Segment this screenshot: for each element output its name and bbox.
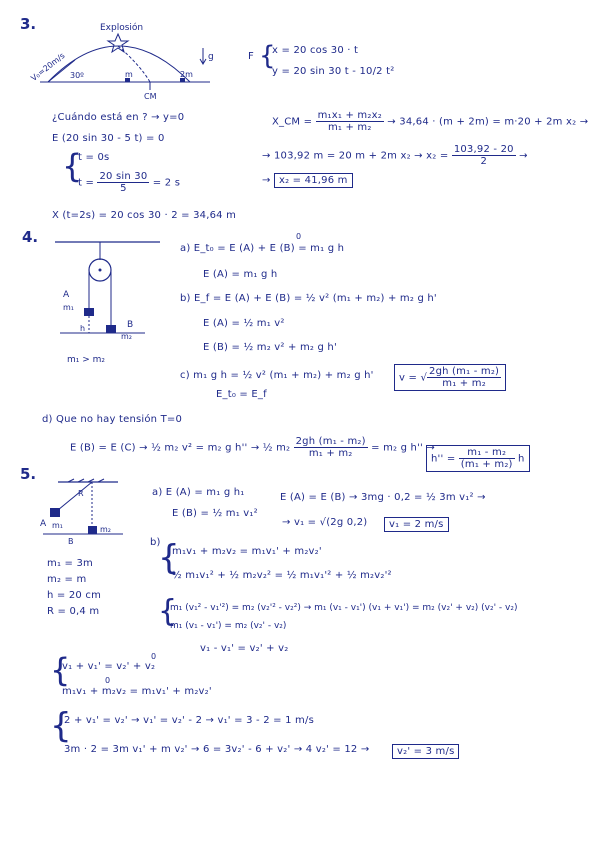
x2-lhs: → 103,92 m = 20 m + 2m x₂ → x₂ = [262, 150, 449, 162]
p5-data-4: R = 0,4 m [47, 606, 100, 617]
xcm-num: m₁x₁ + m₂x₂ [317, 110, 382, 121]
mass-A [84, 308, 94, 316]
p5a-line2-right: → v₁ = √(2g 0,2) [282, 517, 368, 528]
x2-den: 2 [480, 156, 488, 167]
p4a-line1: a) E_t₀ = E (A) + E (B) = m₁ g h [180, 243, 345, 254]
x2-equation [262, 144, 528, 167]
p5a-answer: v₁ = 2 m/s [384, 517, 449, 532]
question-text: ¿Cuándo está en ? → y=0 [52, 112, 185, 123]
sys2-zero-2: 0 [105, 676, 111, 685]
p5b-energy: ½ m₁v₁² + ½ m₂v₂² = ½ m₁v₁'² + ½ m₂v₂'² [172, 570, 392, 581]
brace-b-rearranged: { [158, 594, 178, 629]
pendulum-string [58, 482, 92, 510]
problem-3-number: 3. [20, 15, 37, 33]
brace-system-2: { [50, 651, 71, 689]
x2-answer-row: → x₂ = 41,96 m [262, 175, 353, 186]
x2-num: 103,92 - 20 [453, 144, 514, 155]
fragment-2m-label: 2m [180, 70, 193, 79]
pulley-axle [99, 269, 102, 272]
p4b-line3: E (B) = ½ m₂ v² + m₂ g h' [203, 342, 337, 353]
pendulum-diagram [38, 478, 128, 553]
sys2-eq-1: v₁ + v₁' = v₂' + v₂ [62, 661, 156, 672]
sys2-eq-2: m₁v₁ + m₂v₂ = m₁v₁' + m₂v₂' [62, 686, 212, 697]
time-result: = 2 s [152, 177, 181, 189]
cm-label: CM [144, 92, 157, 101]
problem-4-number: 4. [22, 228, 39, 246]
p5-data-2: m₂ = m [47, 574, 87, 585]
p4d-lhs: E (B) = E (C) → ½ m₂ v² = m₂ g h'' → ½ m₂ [70, 442, 291, 454]
p4d-answer-den: (m₁ + m₂) [460, 459, 513, 470]
sys3-eq-1: 2 + v₁' = v₂' → v₁' = v₂' - 2 → v₁' = 3 - 2 = 1 m/s [64, 715, 314, 726]
mass-A-label: A [63, 290, 70, 300]
mass-m1-label: m₁ [52, 521, 63, 530]
energy-equation: E (20 sin 30 - 5 t) = 0 [52, 133, 165, 144]
F-x-equation: x = 20 cos 30 · t [272, 45, 359, 56]
x2-arrow: → [519, 150, 528, 162]
p4c-answer-lhs: v = [399, 372, 418, 384]
mass-m2-label: m₂ [100, 525, 111, 534]
p5b-relative-velocity: v₁ - v₁' = v₂' + v₂ [200, 643, 289, 654]
brace-F: { [259, 41, 276, 71]
sys2-zero-1: 0 [151, 652, 157, 661]
p4d-answer [426, 445, 530, 472]
p5b-factor: m₁ (v₁ - v₁') = m₂ (v₂' - v₂) [170, 621, 287, 631]
explosion-label: Explosión [100, 23, 144, 33]
p4c-line2: E_t₀ = E_f [216, 389, 267, 400]
mass-m2 [88, 526, 97, 534]
F-label: F [248, 51, 254, 62]
angle-label: 30º [70, 71, 84, 80]
point-B-label: B [68, 537, 74, 546]
p4d-rhs: = m₂ g h'' → [371, 442, 435, 454]
mass-B-m2: m₂ [121, 332, 132, 341]
p4b-line2: E (A) = ½ m₁ v² [203, 318, 285, 329]
p4c-line1: c) m₁ g h = ½ v² (m₁ + m₂) + m₂ g h' [180, 370, 374, 381]
mass-B [106, 325, 116, 333]
problem-5-number: 5. [20, 465, 37, 483]
xcm-equation [272, 110, 588, 133]
radius-label: R [78, 489, 84, 498]
p4d-line1: d) Que no hay tensión T=0 [42, 414, 183, 425]
p5a-line1-right: E (A) = E (B) → 3mg · 0,2 = ½ 3m v₁² → [280, 492, 486, 503]
p5b-momentum: m₁v₁ + m₂v₂ = m₁v₁' + m₂v₂' [172, 546, 322, 557]
sys3-eq-2: 3m · 2 = 3m v₁' + m v₂' → 6 = 3v₂' - 6 + v₂' → 4 v₂' = 12 → [64, 744, 370, 755]
p4a-line2: E (A) = m₁ g h [203, 269, 278, 280]
mass-A-m1: m₁ [63, 303, 74, 312]
p5a-line1: a) E (A) = m₁ g h₁ [152, 487, 245, 498]
p5-data-1: m₁ = 3m [47, 558, 93, 569]
brace-b-system: { [158, 538, 180, 578]
time-den: 5 [120, 183, 127, 194]
F-y-equation: y = 20 sin 30 t - 10/2 t² [272, 66, 395, 77]
mass-m1-A [50, 508, 60, 517]
p4d-answer-num: m₁ - m₂ [459, 447, 515, 459]
mass-condition: m₁ > m₂ [67, 355, 106, 365]
xcm-rhs: → 34,64 · (m + 2m) = m·20 + 2m x₂ → [387, 116, 589, 128]
p4d-answer-lhs: h'' = [431, 453, 456, 465]
time-zero: t = 0s [78, 152, 110, 163]
explosion-icon [108, 34, 128, 52]
x-result: X (t=2s) = 20 cos 30 · 2 = 34,64 m [52, 210, 237, 221]
point-A-label: A [40, 519, 47, 529]
p5a-line2: E (B) = ½ m₁ v₁² [172, 508, 258, 519]
p4d-line2 [70, 436, 435, 459]
x2-answer: x₂ = 41,96 m [274, 173, 353, 188]
gravity-arrow [198, 45, 220, 70]
p4b-line1: b) E_f = E (A) + E (B) = ½ v² (m₁ + m₂) + m₂ g h' [180, 293, 437, 304]
p4c-answer: v = √ $\frac{\text{2gh (m₁ - m₂)}}{\text{m₁ + m₂}}$ [394, 364, 506, 391]
xcm-lhs: X_CM = [272, 116, 313, 128]
p5b-label: b) [150, 537, 161, 548]
p4a-zero: 0 [296, 232, 302, 241]
p4d-den: m₁ + m₂ [308, 448, 353, 459]
mass-B-label: B [127, 320, 134, 330]
fragment-m-label: m [125, 70, 133, 79]
p4c-answer-num: 2gh (m₁ - m₂) [429, 366, 500, 377]
v0-label: V₀=20m/s [29, 51, 67, 83]
time-solution: t = $\frac{20 \sin 30}{5}$ = 2 s [78, 171, 181, 194]
p4d-answer-h: h [518, 453, 525, 465]
brace-system-3: { [50, 706, 72, 746]
p4d-num: 2gh (m₁ - m₂) [295, 436, 366, 447]
gravity-label: g [208, 52, 214, 62]
p4c-answer-den: m₁ + m₂ [442, 378, 486, 389]
projectile-diagram [30, 20, 220, 105]
xcm-den: m₁ + m₂ [327, 122, 372, 133]
brace-time: { [62, 147, 83, 185]
p5b-rearranged: m₁ (v₁² - v₁'²) = m₂ (v₂'² - v₂²) → m₁ (v₁ - v₁') (v₁ + v₁') = m₂ (v₂' + v₂) (v₂' - v₂) [170, 603, 518, 613]
height-label: h [80, 324, 86, 333]
p5-data-3: h = 20 cm [47, 590, 102, 601]
pulley-diagram [55, 238, 165, 368]
time-num: 20 sin 30 [99, 171, 148, 182]
final-answer: v₂' = 3 m/s [392, 744, 459, 759]
